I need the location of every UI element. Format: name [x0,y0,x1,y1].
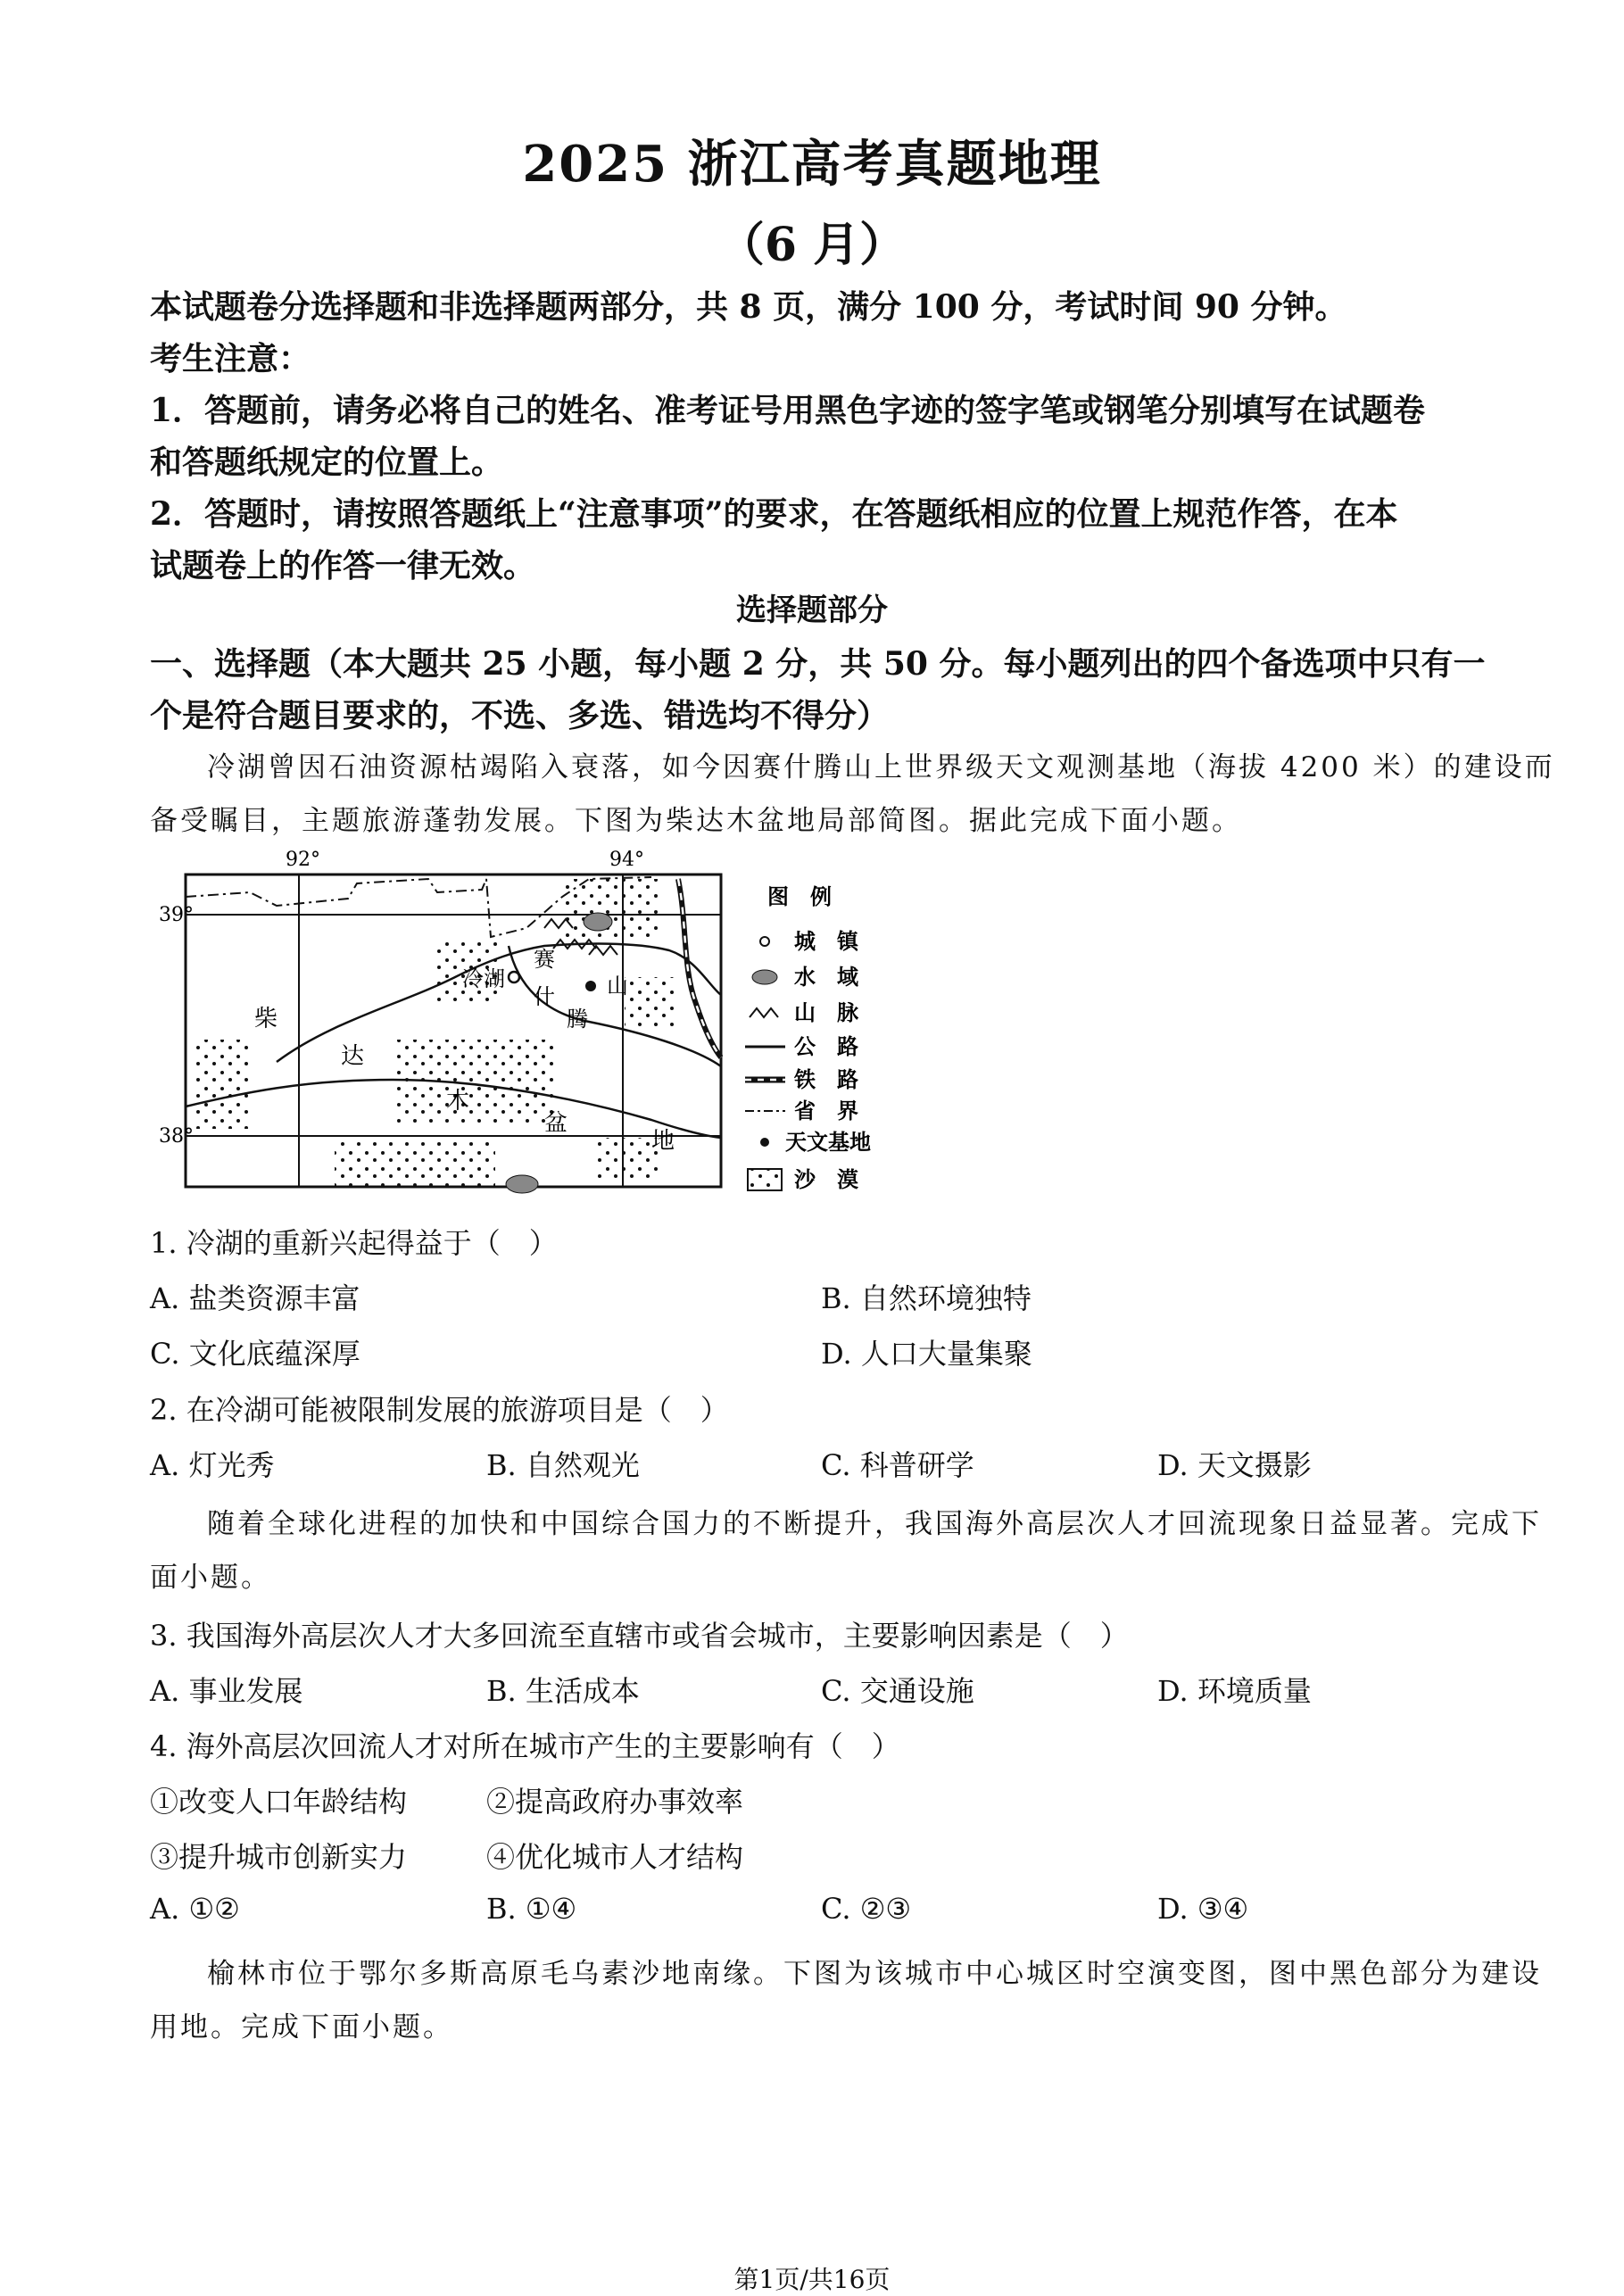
lon-label: 94° [609,849,644,871]
legend-item: 公 路 [794,1033,858,1059]
section-title: 选择题部分 [736,593,888,628]
option-d[interactable]: D. 环境质量 [1157,1674,1312,1708]
question-stem: 3. 我国海外高层次人才大多回流至直辖市或省会城市，主要影响因素是（ ） [150,1619,1129,1653]
mountain-label: 腾 [567,1007,588,1032]
option-b[interactable]: B. 自然环境独特 [821,1281,1032,1315]
legend-item: 水 域 [794,964,858,990]
option-c[interactable]: C. 科普研学 [821,1448,974,1482]
lat-label: 38° [159,1125,194,1148]
legend-item: 铁 路 [794,1066,858,1092]
notice-line: 试题卷上的作答一律无效。 [150,547,536,584]
passage-text: 随着全球化进程的加快和中国综合国力的不断提升，我国海外高层次人才回流现象日益显著。完成下 [207,1508,1542,1540]
statement: ③提升城市创新实力 [150,1840,408,1874]
town-marker [509,972,519,982]
legend-item: 沙 漠 [794,1166,858,1192]
option-b[interactable]: B. ①④ [486,1892,577,1926]
notice-line: 本试题卷分选择题和非选择题两部分，共 8 页，满分 100 分，考试时间 90 分钟。 [150,288,1347,326]
option-a[interactable]: A. 灯光秀 [150,1448,275,1482]
legend-item: 城 镇 [794,928,858,954]
notice-line: 考生注意： [150,340,311,377]
page-title: 2025 浙江高考真题地理 [522,135,1102,194]
passage-text: 用地。完成下面小题。 [150,2011,453,2043]
section-heading: 一、选择题（本大题共 25 小题，每小题 2 分，共 50 分。每小题列出的四个备选项中只有一 [150,645,1486,683]
map-legend [745,883,871,1192]
lat-label: 39° [159,904,194,926]
option-d[interactable]: D. ③④ [1157,1892,1249,1926]
passage-text: 榆林市位于鄂尔多斯高原毛乌素沙地南缘。下图为该城市中心城区时空演变图，图中黑色部分为建设 [207,1958,1542,1990]
statement: ②提高政府办事效率 [486,1785,744,1819]
railway [678,879,721,1057]
option-c[interactable]: C. ②③ [821,1892,912,1926]
qaidam-basin-map [159,843,901,1200]
option-b[interactable]: B. 生活成本 [486,1674,640,1708]
question-stem: 4. 海外高层次回流人才对所在城市产生的主要影响有（ ） [150,1729,900,1763]
basin-label: 地 [651,1128,675,1155]
legend-title: 图 例 [767,883,832,909]
basin-label: 柴 [254,1006,278,1032]
lon-label: 92° [286,849,320,871]
basin-label: 达 [341,1043,365,1070]
town-label: 冷湖 [462,966,505,991]
page-number: 第1页/共16页 [733,2265,891,2294]
notice-line: 和答题纸规定的位置上。 [150,443,504,481]
option-a[interactable]: A. 盐类资源丰富 [150,1281,360,1315]
water-body [506,1175,538,1193]
statement: ①改变人口年龄结构 [150,1785,408,1819]
option-a[interactable]: A. 事业发展 [150,1674,303,1708]
legend-item: 省 界 [794,1098,858,1123]
option-d[interactable]: D. 人口大量集聚 [821,1337,1032,1371]
notice-line: 1．答题前，请务必将自己的姓名、准考证号用黑色字迹的签字笔或钢笔分别填写在试题卷 [150,392,1426,429]
option-c[interactable]: C. 文化底蕴深厚 [150,1337,360,1371]
option-c[interactable]: C. 交通设施 [821,1674,974,1708]
observatory-marker [585,981,596,991]
passage-text: 备受瞩目，主题旅游蓬勃发展。下图为柴达木盆地局部简图。据此完成下面小题。 [150,805,1242,837]
legend-item: 山 脉 [794,999,858,1025]
mountain-label: 山 [607,974,628,999]
option-a[interactable]: A. ①② [150,1892,240,1926]
passage-text: 冷湖曾因石油资源枯竭陷入衰落，如今因赛什腾山上世界级天文观测基地（海拔 4200 米）的建设而 [207,751,1555,783]
mountain-label: 什 [534,984,555,1009]
option-d[interactable]: D. 天文摄影 [1157,1448,1312,1482]
option-b[interactable]: B. 自然观光 [486,1448,640,1482]
page-subtitle: （6 月） [717,218,907,272]
passage-text: 面小题。 [150,1562,271,1594]
notice-line: 2．答题时，请按照答题纸上“注意事项”的要求，在答题纸相应的位置上规范作答，在本 [150,495,1398,533]
water-body [584,913,612,931]
statement: ④优化城市人才结构 [486,1840,744,1874]
basin-label: 盆 [544,1110,568,1137]
mountain-label: 赛 [534,947,555,972]
section-heading: 个是符合题目要求的，不选、多选、错选均不得分） [150,697,890,734]
basin-label: 木 [446,1088,470,1115]
legend-item: 天文基地 [785,1129,871,1155]
question-stem: 2. 在冷湖可能被限制发展的旅游项目是（ ） [150,1393,729,1427]
question-stem: 1. 冷湖的重新兴起得益于（ ） [150,1226,558,1260]
